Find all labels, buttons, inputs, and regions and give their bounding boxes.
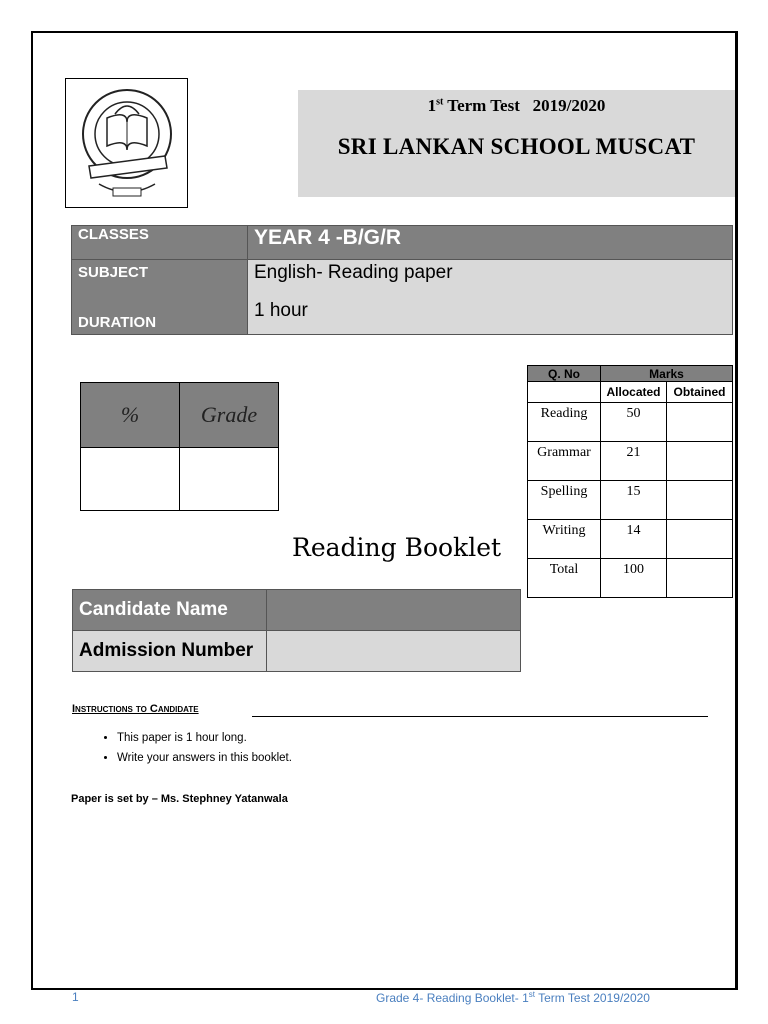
duration-value: 1 hour <box>254 300 308 321</box>
marks-row <box>528 481 733 520</box>
marks-row <box>528 442 733 481</box>
subject-duration-values <box>248 260 733 335</box>
footer-text: Grade 4- Reading Booklet- 1st Term Test 2019/2020 <box>376 990 650 1005</box>
footer-page-number: 1 <box>72 990 79 1004</box>
section-name: Total <box>528 559 601 598</box>
booklet-title: Reading Booklet <box>292 533 502 562</box>
section-name: Writing <box>528 520 601 559</box>
allocated-marks: 100 <box>601 559 667 598</box>
candidate-name-field <box>267 590 521 631</box>
marks-row <box>528 559 733 598</box>
instructions-list <box>72 728 292 768</box>
grade-header: Grade <box>180 383 279 448</box>
school-name: SRI LANKAN SCHOOL MUSCAT <box>337 134 696 159</box>
obtained-marks <box>667 442 733 481</box>
admission-number-label: Admission Number <box>73 631 267 672</box>
section-name: Reading <box>528 403 601 442</box>
allocated-marks: 50 <box>601 403 667 442</box>
percent-value <box>81 448 180 511</box>
instructions-heading: Instructions to Candidate <box>72 703 199 715</box>
instructions-rule <box>252 716 708 717</box>
marks-header: Marks <box>601 366 733 382</box>
grade-value <box>180 448 279 511</box>
term-test-heading: 1st Term Test 2019/2020 <box>427 96 606 115</box>
section-name: Spelling <box>528 481 601 520</box>
allocated-marks: 21 <box>601 442 667 481</box>
list-item: • This paper is 1 hour long. <box>117 728 292 748</box>
paper-info-table <box>71 225 733 335</box>
obtained-header: Obtained <box>667 382 733 403</box>
section-name: Grammar <box>528 442 601 481</box>
obtained-marks <box>667 559 733 598</box>
obtained-marks <box>667 520 733 559</box>
paper-set-by: Paper is set by – Ms. Stephney Yatanwala <box>71 793 288 805</box>
classes-value: YEAR 4 -B/G/R <box>248 226 733 260</box>
candidate-table <box>72 589 521 672</box>
qno-header-blank <box>528 382 601 403</box>
allocated-marks: 15 <box>601 481 667 520</box>
allocated-header: Allocated <box>601 382 667 403</box>
grade-table <box>80 382 279 511</box>
obtained-marks <box>667 403 733 442</box>
list-item: • Write your answers in this booklet. <box>117 748 292 768</box>
allocated-marks: 14 <box>601 520 667 559</box>
marks-table <box>527 365 733 598</box>
candidate-name-label: Candidate Name <box>73 590 267 631</box>
subject-duration-labels <box>72 260 248 335</box>
obtained-marks <box>667 481 733 520</box>
page-border-inner <box>735 33 738 988</box>
marks-row <box>528 520 733 559</box>
admission-number-field <box>267 631 521 672</box>
classes-label: CLASSES <box>72 226 248 260</box>
school-crest-icon <box>65 78 188 208</box>
duration-label: DURATION <box>78 314 157 331</box>
marks-row <box>528 403 733 442</box>
subject-value: English- Reading paper <box>254 262 453 283</box>
subject-label: SUBJECT <box>78 264 149 281</box>
percent-header: % <box>81 383 180 448</box>
qno-header: Q. No <box>528 366 601 382</box>
